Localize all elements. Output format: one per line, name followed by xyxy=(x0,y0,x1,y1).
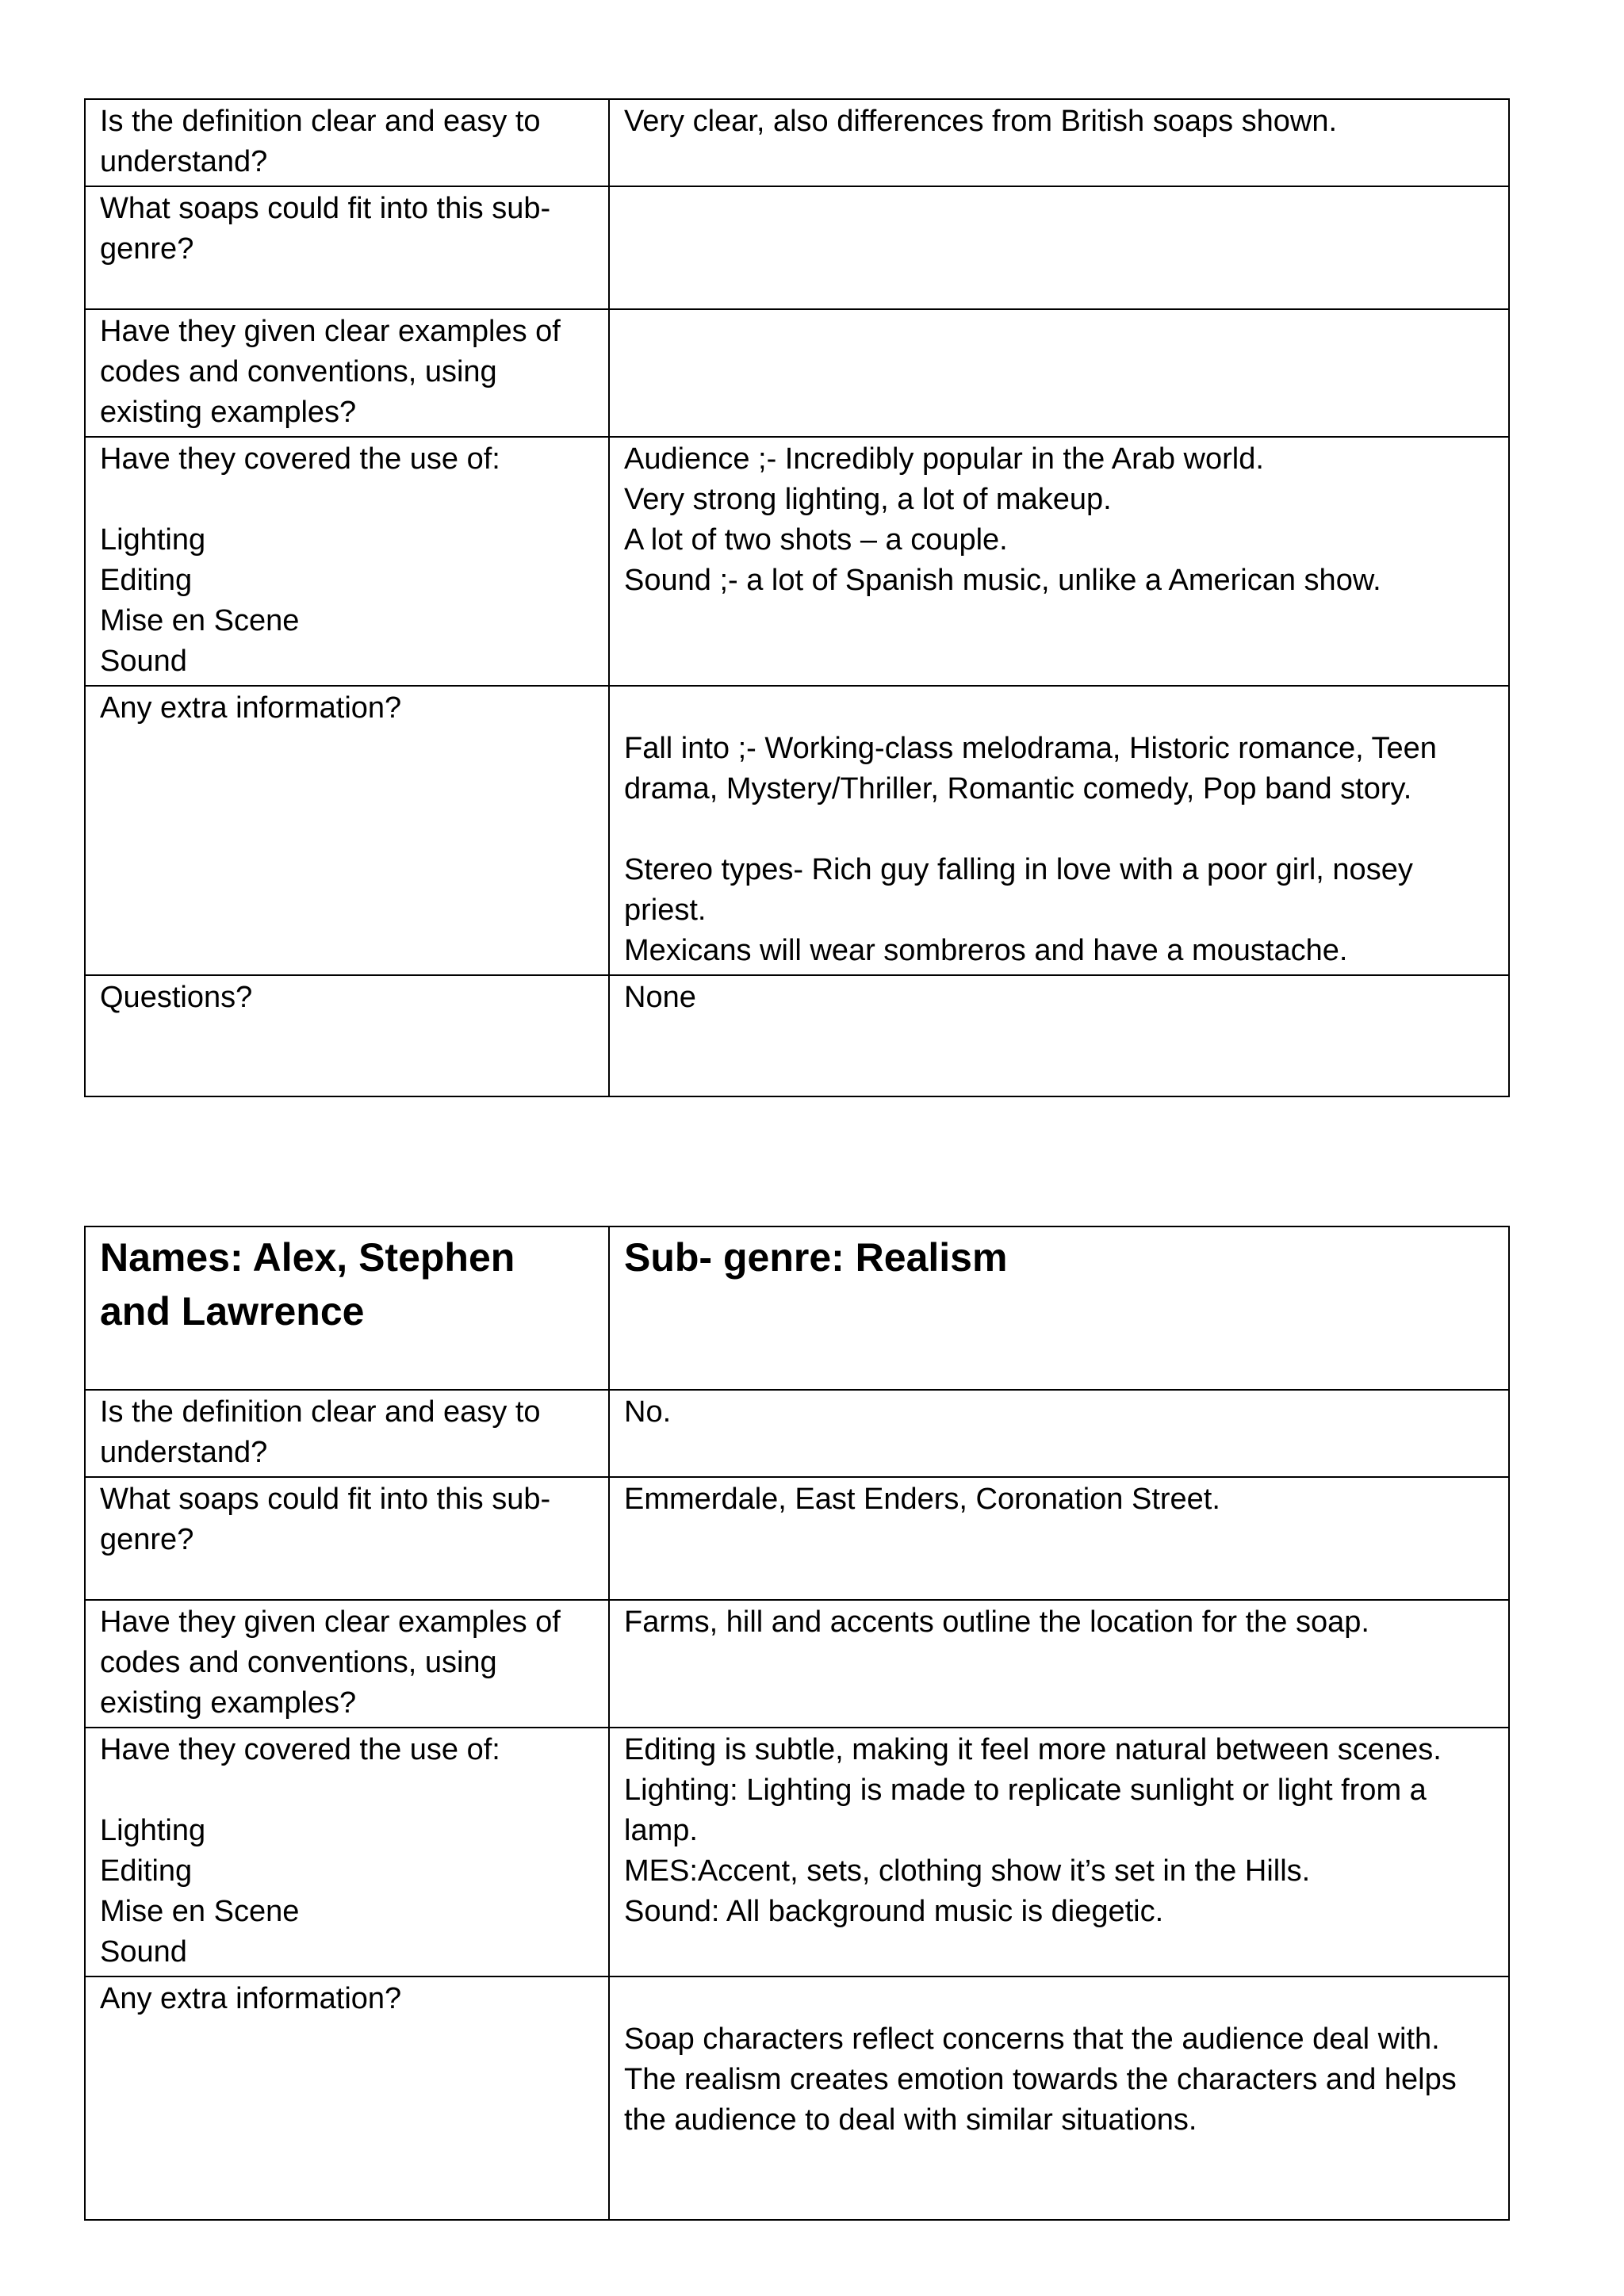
subgenre-heading: Sub- genre: Realism xyxy=(609,1226,1509,1390)
question-cell: Questions? xyxy=(85,975,609,1096)
table-row xyxy=(85,309,1509,437)
answer-cell: Fall into ;- Working-class melodrama, Historic romance, Teen drama, Mystery/Thriller, Romantic comedy, Pop band story. Stereo types- Rich guy falling in love with a poor girl, nosey priest. Mexicans will wear sombreros and have a moustache. xyxy=(609,686,1509,975)
answer-cell: Audience ;- Incredibly popular in the Arab world. Very strong lighting, a lot of makeup. A lot of two shots – a couple. Sound ;- a lot of Spanish music, unlike a American show. xyxy=(609,437,1509,686)
answer-cell: Editing is subtle, making it feel more natural between scenes. Lighting: Lighting is made to replicate sunlight or light from a lamp. MES:Accent, sets, clothing show it’s set in the Hills. Sound: All background music is diegetic. xyxy=(609,1728,1509,1976)
evaluation-table-1 xyxy=(84,98,1510,1097)
answer-cell: Farms, hill and accents outline the location for the soap. xyxy=(609,1600,1509,1728)
names-heading: Names: Alex, Stephen and Lawrence xyxy=(85,1226,609,1390)
answer-cell: None xyxy=(609,975,1509,1096)
table-row xyxy=(85,437,1509,686)
heading-row xyxy=(85,1226,1509,1390)
answer-cell: Emmerdale, East Enders, Coronation Street. xyxy=(609,1477,1509,1600)
question-cell: Have they covered the use of: Lighting Editing Mise en Scene Sound xyxy=(85,437,609,686)
answer-cell xyxy=(609,309,1509,437)
table-row xyxy=(85,1600,1509,1728)
evaluation-table-2 xyxy=(84,1226,1510,2221)
answer-cell xyxy=(609,186,1509,309)
table-row xyxy=(85,1728,1509,1976)
question-cell: Is the definition clear and easy to understand? xyxy=(85,99,609,186)
table-row xyxy=(85,1477,1509,1600)
question-cell: Is the definition clear and easy to understand? xyxy=(85,1390,609,1477)
table-row xyxy=(85,99,1509,186)
question-cell: What soaps could fit into this sub-genre? xyxy=(85,1477,609,1600)
table-row xyxy=(85,1390,1509,1477)
answer-cell: Soap characters reflect concerns that the audience deal with. The realism creates emotion towards the characters and helps the audience to deal with similar situations. xyxy=(609,1976,1509,2220)
table-row xyxy=(85,186,1509,309)
table-row xyxy=(85,686,1509,975)
answer-cell: No. xyxy=(609,1390,1509,1477)
question-cell: Have they covered the use of: Lighting Editing Mise en Scene Sound xyxy=(85,1728,609,1976)
table-row xyxy=(85,1976,1509,2220)
question-cell: Any extra information? xyxy=(85,686,609,975)
question-cell: Have they given clear examples of codes and conventions, using existing examples? xyxy=(85,1600,609,1728)
table-row xyxy=(85,975,1509,1096)
question-cell: Any extra information? xyxy=(85,1976,609,2220)
question-cell: Have they given clear examples of codes and conventions, using existing examples? xyxy=(85,309,609,437)
question-cell: What soaps could fit into this sub-genre? xyxy=(85,186,609,309)
answer-cell: Very clear, also differences from British soaps shown. xyxy=(609,99,1509,186)
